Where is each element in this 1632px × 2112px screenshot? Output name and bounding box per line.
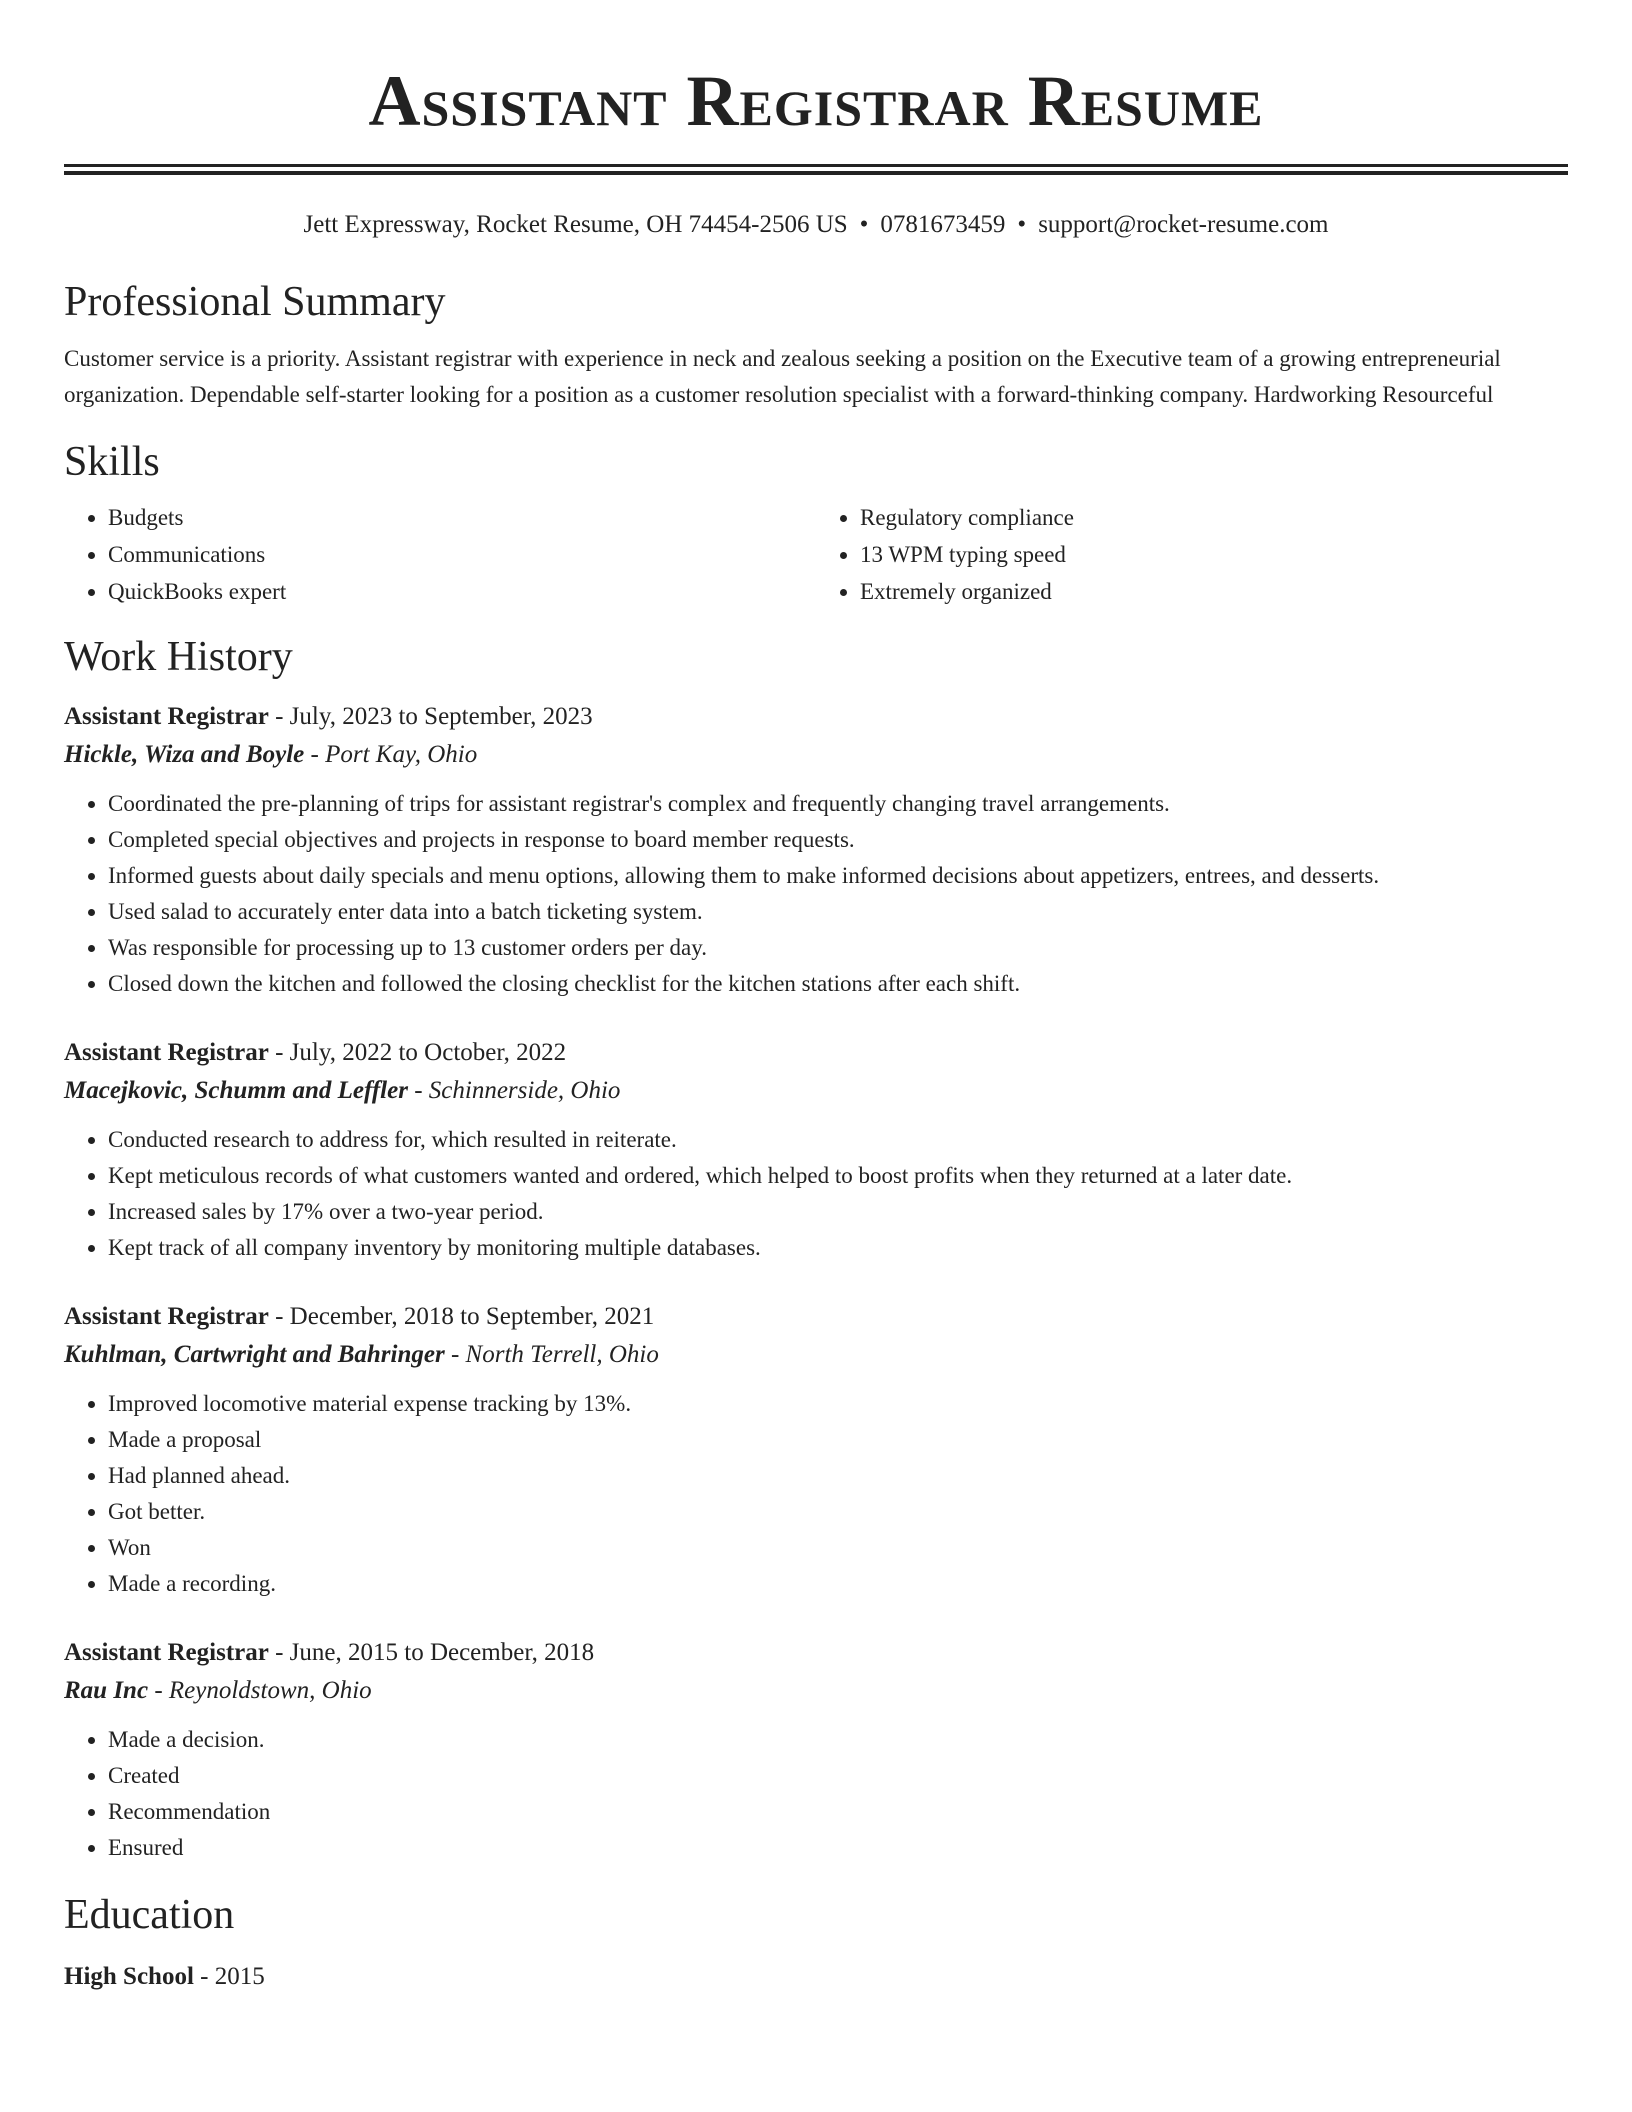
job-company: Kuhlman, Cartwright and Bahringer [64, 1341, 445, 1368]
skills-list-right [816, 499, 1568, 610]
job-location: - North Terrell, Ohio [444, 1341, 659, 1368]
job-company: Hickle, Wiza and Boyle [64, 741, 305, 768]
summary-text: Customer service is a priority. Assistant registrar with experience in neck and zealous seeking a position on the Executive team of a growing entrepreneurial organization. Dependable self-starter looking for a position as a customer resolution specialist with a forward-thinking company. Hardworking Resourceful [64, 346, 1501, 407]
job-bullets [64, 1386, 1568, 1602]
job-dates: - December, 2018 to September, 2021 [268, 1303, 655, 1330]
contact-line [64, 209, 1568, 241]
job-bullet: • Kept meticulous records of what customers wanted and ordered, which helped to boost profits when they returned at a later date. [108, 1158, 1568, 1194]
section-heading-work: Work History [64, 634, 293, 680]
skills-columns [64, 499, 1568, 610]
job-bullet: • Informed guests about daily specials and menu options, allowing them to make informed decisions about appetizers, entrees, and desserts. [108, 858, 1568, 894]
contact-separator: • [1017, 211, 1027, 238]
skill-item: • Regulatory compliance [860, 499, 1568, 536]
education-year: - 2015 [193, 1963, 265, 1990]
job-dates: - July, 2022 to October, 2022 [268, 1039, 567, 1066]
job-bullet: • Ensured [108, 1830, 1568, 1866]
job-company: Macejkovic, Schumm and Leffler [64, 1077, 408, 1104]
job-bullet: • Coordinated the pre-planning of trips for assistant registrar's complex and frequently changing travel arrangements. [108, 786, 1568, 822]
job-bullet: • Closed down the kitchen and followed the closing checklist for the kitchen stations after each shift. [108, 966, 1568, 1002]
skill-item: • QuickBooks expert [108, 573, 816, 610]
job-bullet: • Increased sales by 17% over a two-year period. [108, 1194, 1568, 1230]
skill-item: • 13 WPM typing speed [860, 536, 1568, 573]
job-bullet: • Improved locomotive material expense tracking by 13%. [108, 1386, 1568, 1422]
job-bullets [64, 1722, 1568, 1866]
job-header [64, 1034, 1568, 1072]
contact-address: Jett Expressway, Rocket Resume, OH 74454-2506 US [303, 211, 848, 238]
section-heading-education: Education [64, 1892, 235, 1938]
job-location: - Schinnerside, Ohio [407, 1077, 621, 1104]
job-bullets [64, 786, 1568, 1002]
job-title: Assistant Registrar [64, 1303, 269, 1330]
skills-section [64, 437, 1568, 610]
job-employer [64, 1336, 1568, 1374]
job-bullet: • Made a decision. [108, 1722, 1568, 1758]
job-bullet: • Made a proposal [108, 1422, 1568, 1458]
job-bullet: • Completed special objectives and projects in response to board member requests. [108, 822, 1568, 858]
contact-phone: 0781673459 [880, 211, 1006, 238]
skill-item: • Extremely organized [860, 573, 1568, 610]
skill-item: • Budgets [108, 499, 816, 536]
section-heading-summary: Professional Summary [64, 279, 446, 325]
job-location: - Reynoldstown, Ohio [148, 1677, 372, 1704]
education-section [64, 1890, 1568, 1996]
page-title: Assistant Registrar Resume [368, 61, 1264, 141]
job-bullet: • Used salad to accurately enter data into a batch ticketing system. [108, 894, 1568, 930]
job-entry [64, 1298, 1568, 1602]
job-title: Assistant Registrar [64, 1039, 269, 1066]
job-bullet: • Made a recording. [108, 1566, 1568, 1602]
job-entry [64, 698, 1568, 1002]
job-bullet: • Got better. [108, 1494, 1568, 1530]
job-location: - Port Kay, Ohio [304, 741, 478, 768]
work-history-section [64, 632, 1568, 1866]
job-entry [64, 1034, 1568, 1266]
job-bullet: • Recommendation [108, 1794, 1568, 1830]
contact-separator: • [859, 211, 869, 238]
job-title: Assistant Registrar [64, 703, 269, 730]
section-heading-skills: Skills [64, 439, 160, 485]
job-bullet: • Was responsible for processing up to 13 customer orders per day. [108, 930, 1568, 966]
job-bullet: • Won [108, 1530, 1568, 1566]
education-entry [64, 1958, 1568, 1996]
professional-summary-section [64, 277, 1568, 413]
job-employer [64, 1072, 1568, 1110]
job-header [64, 1298, 1568, 1336]
job-bullets [64, 1122, 1568, 1266]
education-school: High School [64, 1963, 194, 1990]
contact-email: support@rocket-resume.com [1038, 211, 1329, 238]
job-bullet: • Had planned ahead. [108, 1458, 1568, 1494]
title-divider [64, 164, 1568, 175]
job-company: Rau Inc [64, 1677, 149, 1704]
job-entry [64, 1634, 1568, 1866]
job-bullet: • Conducted research to address for, which resulted in reiterate. [108, 1122, 1568, 1158]
job-employer [64, 736, 1568, 774]
skill-item: • Communications [108, 536, 816, 573]
job-header [64, 1634, 1568, 1672]
job-dates: - July, 2023 to September, 2023 [268, 703, 593, 730]
job-header [64, 698, 1568, 736]
job-employer [64, 1672, 1568, 1710]
skills-list-left [64, 499, 816, 610]
job-dates: - June, 2015 to December, 2018 [268, 1639, 595, 1666]
job-bullet: • Kept track of all company inventory by monitoring multiple databases. [108, 1230, 1568, 1266]
job-bullet: • Created [108, 1758, 1568, 1794]
job-title: Assistant Registrar [64, 1639, 269, 1666]
